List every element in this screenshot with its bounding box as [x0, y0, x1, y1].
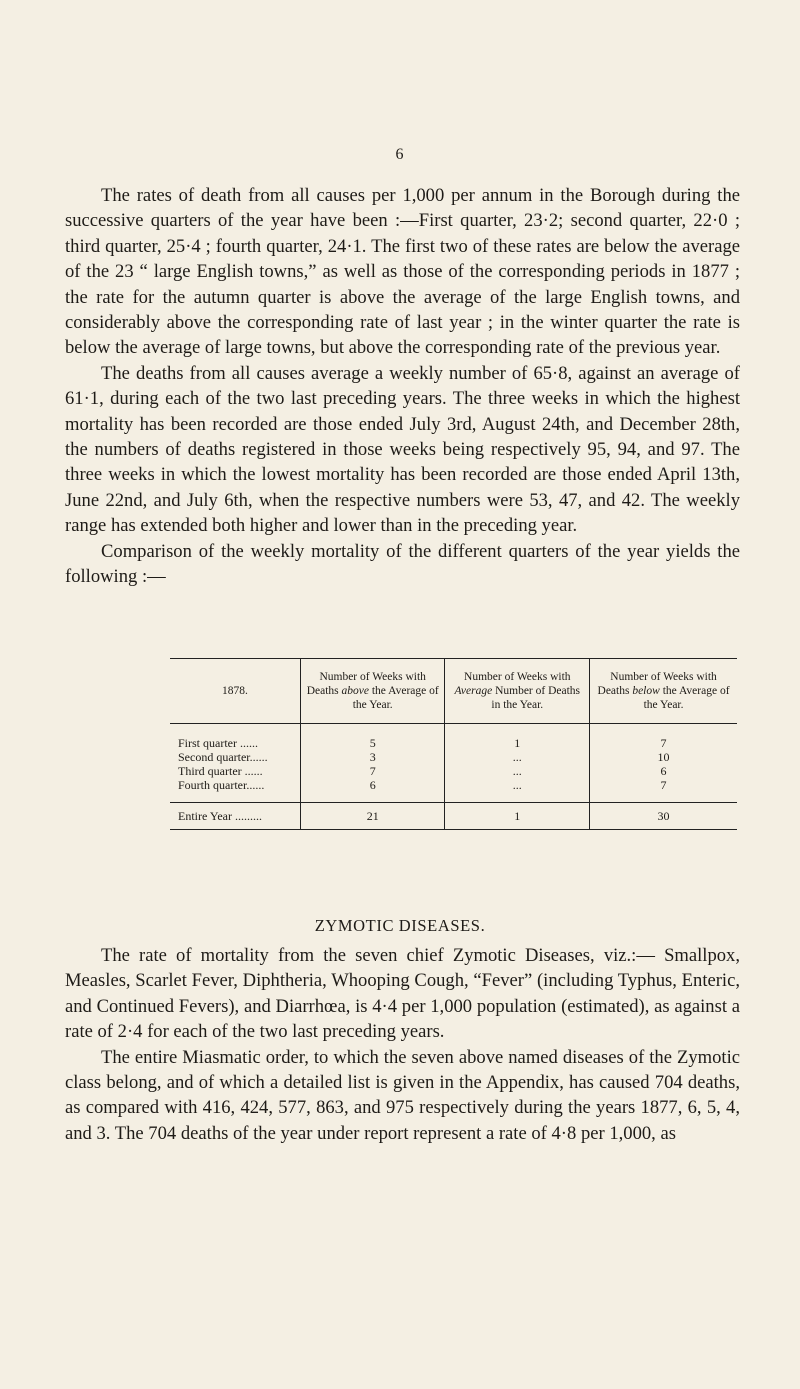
above-average-header — [300, 659, 445, 724]
above-cell: 5 — [300, 724, 445, 751]
below-header-em: below — [632, 685, 660, 697]
page-number: 6 — [395, 146, 405, 163]
weekly-mortality-table — [170, 658, 737, 830]
paragraph-comparison-intro: Comparison of the weekly mortality of the different quarters of the year yields the following :— — [65, 540, 740, 588]
table-row — [170, 778, 737, 803]
table-row — [170, 724, 737, 751]
below-cell: 7 — [590, 724, 737, 751]
average-cell: ... — [445, 750, 590, 764]
paragraph-quarterly-rates: The rates of death from all causes per 1,000 per annum in the Borough during the successive quarters of the year have been :—First quarter, 23·2; second quarter, 22·0 ; third quarter, 25·4 ; fourth quarter, 24·1. The first two of these rates are below the average of the 23 “ large English towns,” as well as those of the corresponding periods in 1877 ; the rate for the autumn quarter is above the average of the large English towns, and considerably above the corresponding rate of last year ; in the winter quarter the rate is below the average of large towns, but above the corresponding rate of the previous year. — [65, 185, 740, 359]
total-below-cell: 30 — [590, 803, 737, 830]
table-header-row — [170, 659, 737, 724]
above-cell: 6 — [300, 778, 445, 803]
row-label: First quarter ...... — [178, 736, 258, 750]
table-row — [170, 764, 737, 778]
total-row — [170, 803, 737, 830]
year-header: 1878. — [170, 659, 300, 724]
total-label: Entire Year ......... — [170, 803, 300, 830]
paragraph-weekly-deaths: The deaths from all causes average a weekly number of 65·8, against an average of 61·1, during each of the two last preceding years. The three weeks in which the highest mortality has been recorded are those ended July 3rd, August 24th, and December 28th, the numbers of deaths registered in those weeks being respectively 95, 94, and 97. The three weeks in which the lowest mortality has been recorded are those ended April 13th, June 22nd, and July 6th, when the respective numbers were 53, 47, and 42. The weekly range has extended both higher and lower than in the preceding year. — [65, 362, 740, 537]
total-above-cell: 21 — [300, 803, 445, 830]
average-header-pre: Number of Weeks with — [464, 671, 571, 683]
below-cell: 7 — [590, 778, 737, 803]
above-cell: 7 — [300, 764, 445, 778]
above-header-pre: Number of Weeks with Deaths — [306, 671, 426, 697]
average-cell: 1 — [445, 724, 590, 751]
row-label: Third quarter ...... — [178, 764, 263, 778]
below-average-header — [590, 659, 737, 724]
total-average-cell: 1 — [445, 803, 590, 830]
average-cell: ... — [445, 778, 590, 803]
above-cell: 3 — [300, 750, 445, 764]
row-label: Fourth quarter...... — [178, 778, 265, 792]
average-header — [445, 659, 590, 724]
zymotic-text-block — [65, 943, 740, 1146]
below-cell: 6 — [590, 764, 737, 778]
below-cell: 10 — [590, 750, 737, 764]
section-heading: ZYMOTIC DISEASES. — [314, 916, 486, 935]
paragraph-zymotic-rate: The rate of mortality from the seven chief Zymotic Diseases, viz.:— Smallpox, Measles, Scarlet Fever, Diphtheria, Whooping Cough, “Fever” (including Typhus, Enteric, and Continued Fevers), and Diarrhœa, is 4·4 per 1,000 population (estimated), as against a rate of 2·4 for each of the two last preceding years. — [65, 945, 740, 1043]
row-label: Second quarter...... — [178, 750, 268, 764]
above-header-em: above — [341, 685, 369, 697]
below-header-pre: Number of Weeks with Deaths — [597, 671, 717, 697]
above-header-post: the Average of the Year. — [352, 685, 439, 711]
paragraph-miasmatic-order: The entire Miasmatic order, to which the seven above named diseases of the Zymotic class belong, and of which a detailed list is given in the Appendix, has caused 704 deaths, as compared with 416, 424, 577, 863, and 975 respectively during the years 1877, 6, 5, 4, and 3. The 704 deaths of the year under report represent a rate of 4·8 per 1,000, as — [65, 1046, 740, 1144]
intro-text-block — [65, 183, 740, 590]
table-row — [170, 750, 737, 764]
average-header-post: Number of Deaths in the Year. — [491, 685, 581, 711]
average-header-em: Average — [454, 685, 493, 697]
below-header-post: the Average of the Year. — [643, 685, 730, 711]
average-cell: ... — [445, 764, 590, 778]
